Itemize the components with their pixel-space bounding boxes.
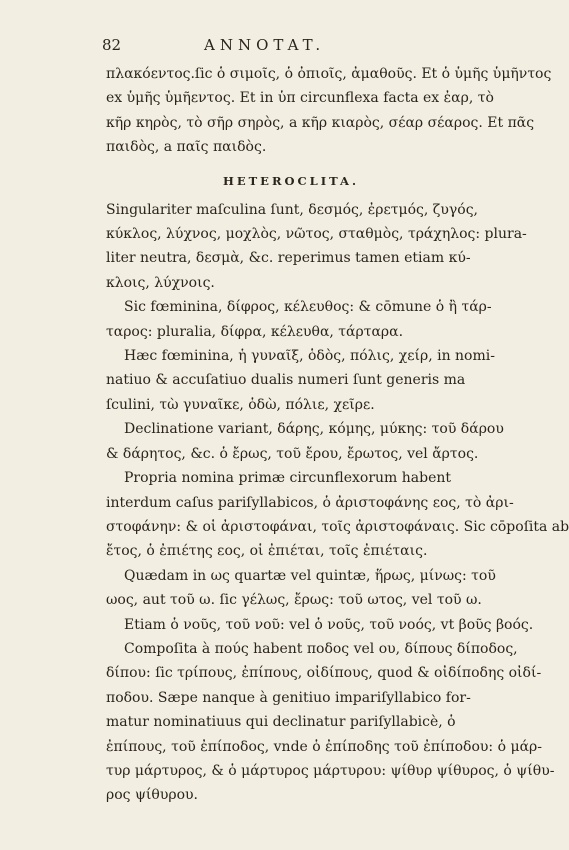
text-line: ἐπίπους, τοῦ ἐπίποδος, vnde ὁ ἐπίποδης τοῦ ἐπίποδου: ὁ μάρ- [106,738,542,755]
text-line: matur nominatiuus qui declinatur pariſyllabicè, ὁ [106,714,456,731]
page-number: 82 [102,36,122,54]
text-line: ωος, aut τοῦ ω. ſic γέλως, ἔρως: τοῦ ωτος, vel τοῦ ω. [106,592,482,609]
text-line: ποδου. Sæpe nanque à genitiuo impariſyllabico for- [106,689,471,706]
text-line: κῆρ κηρὸς, τὸ σῆρ σηρὸς, a κῆρ κιαρὸς, σέαρ σέαρος. Et πᾶς [106,114,535,131]
paragraph [106,637,555,808]
text-line: Declinatione variant, δάρης, κόμης, μύκης: τοῦ δάρου [124,421,504,438]
running-head: ANNOTAT. [204,36,326,54]
paragraph [106,613,534,637]
text-line: ἔτος, ὁ ἐπιέτης εος, οἱ ἐπιέται, τοῖς ἐπιέταις. [106,543,428,560]
text-line: natiuo & accuſatiuo dualis numeri ſunt generis ma [106,372,466,389]
page-body [106,62,569,808]
text-line: Compoſita à πούς habent ποδος vel ου, δίπους δίποδος, [124,640,518,657]
paragraph [106,344,495,417]
text-line: ταρος: pluralia, δίφρα, κέλευθα, τάρταρα. [106,323,404,340]
page-header [102,36,440,60]
paragraph [106,295,492,344]
paragraph [106,198,527,296]
section-heading: HETEROCLITA. [222,173,359,188]
opening-fragment [106,62,552,160]
text-line: liter neutra, δεσμὰ, &c. reperimus tamen etiam κύ- [106,250,471,267]
text-line: δίπου: ſic τρίπους, ἐπίπους, οἰδίπους, quod & οἰδίποδης οἰδί- [106,665,542,682]
text-line: παιδὸς, a παῖς παιδὸς. [106,139,267,156]
text-line: κύκλος, λύχνος, μοχλὸς, νῶτος, σταθμὸς, τράχηλος: plura- [106,226,527,243]
text-line: κλοις, λύχνοις. [106,274,215,291]
text-line: Etiam ὁ νοῦς, τοῦ νοῦ: vel ὁ νοῦς, τοῦ νοός, vt βοῦς βοός. [124,616,534,633]
paragraph [106,417,504,466]
text-line: στοφάνην: & οἱ ἀριστοφάναι, τοῖς ἀριστοφάναις. Sic cōpoſita ab [106,518,569,535]
text-line: Propria nomina primæ circunflexorum habent [124,470,452,487]
text-line: πλακόεντος.ſic ὁ σιμοῖς, ὁ ὀπιοῖς, ἀμαθοῦς. Et ὁ ὑμῆς ὑμῆντος [106,66,552,82]
text-line: Sic fœminina, δίφρος, κέλευθος: & cōmune ὁ ἢ τάρ- [124,299,492,316]
text-line: Hæc fœminina, ἡ γυναῖξ, ὁδὸς, πόλις, χείρ, in nomi- [124,348,495,365]
text-line: ρος ψίθυρου. [106,787,198,804]
text-line: Singulariter maſculina ſunt, δεσμός, ἐρετμός, ζυγός, [106,201,478,218]
paragraph [106,564,496,613]
text-line: & δάρητος, &c. ὁ ἔρως, τοῦ ἔρου, ἔρωτος, vel ἄρτος. [106,445,479,462]
paragraph [106,466,569,564]
text-line: ſculini, τὼ γυναῖκε, ὁδὼ, πόλιε, χεῖρε. [106,396,375,413]
text-line: interdum caſus pariſyllabicos, ὁ ἀριστοφάνης εος, τὸ ἀρι- [106,494,514,511]
text-line: Quædam in ως quartæ vel quintæ, ἥρως, μίνως: τοῦ [124,567,496,584]
text-line: τυρ μάρτυρος, & ὁ μάρτυρος μάρτυρου: ψίθυρ ψίθυρος, ὁ ψίθυ- [106,762,555,779]
text-line: ex ὑμῆς ὑμῆεντος. Et in ὑπ circunflexa facta ex ἐαρ, τὸ [106,90,494,107]
